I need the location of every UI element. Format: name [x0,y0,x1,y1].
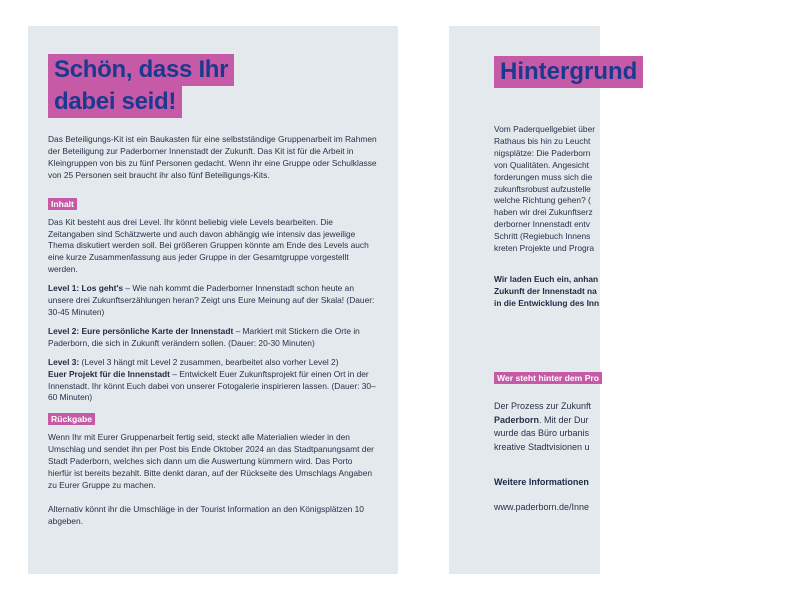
inhalt-heading: Inhalt [48,198,77,210]
intro-paragraph: Das Beteiligungs-Kit ist ein Baukasten für eine selbstständige Gruppenarbeit im Rahmen der Beteiligung zur Paderborner Innenstadt der Zukunft. Das Kit ist für die Arbeit in Kleingruppen von bis zu fünf Personen gedacht. Wenn ihr eine Gruppe oder Schulklasse von 25 Personen seit braucht ihr also fünf Beteiligungs-Kits. [48,134,377,180]
right-line: nigsplätze: Die Paderborn [494,147,591,158]
right-line: von Qualitäten. Angesicht [494,159,589,170]
rueckgabe-paragraph: Wenn Ihr mit Eurer Gruppenarbeit fertig seid, steckt alle Materialien wieder in den Umschlag und sendet ihn per Post bis Ende Oktober 2024 an das Stadtpanungsamt der Stadt Paderborn, welches sich dann um die Auswertung kümmern wird. Das Porto hierfür ist bereits bezahlt. Bitte denkt daran, auf der Rückseite des Umschlags Angaben zu Eurer Gruppe zu machen. [48,432,374,490]
who-heading: Wer steht hinter dem Pro [494,372,602,384]
who-line [494,414,794,428]
right-line: Vom Paderquellgebiet über [494,124,596,134]
more-info-label: Weitere Informationen [494,477,589,487]
who-line: kreative Stadtvisionen u [494,441,590,452]
title-line-2: dabei seid! [48,86,182,118]
level-3-label: Level 3: [48,356,80,367]
level-1-label: Level 1: Los geht's [48,283,124,294]
more-info-link[interactable]: www.paderborn.de/Inne [494,502,590,512]
page-title [48,54,234,118]
who-rest: . Mit der Dur [539,414,589,425]
right-page [449,26,638,574]
left-content [48,134,378,535]
right-page-title: Hintergrund [494,56,643,88]
level-2-text: – Markiert mit Stickern die Orte in Paderborn, die sich in Zukunft verändern sollen. (Dauer: 20-30 Minuten) [48,325,360,348]
level-3-paragraph [48,357,378,405]
who-paragraph [494,400,794,454]
who-line: Der Prozess zur Zukunft [494,401,592,411]
right-bold-line: in die Entwicklung des Inn [494,297,600,308]
level-3-text-a: (Level 3 hängt mit Level 2 zusammen, bearbeitet also vorher Level 2) [79,356,339,367]
right-bold-line: Wir laden Euch ein, anhan [494,274,599,284]
right-line: Rathaus bis hin zu Leucht [494,135,591,146]
right-line: Schritt (Regiebuch Innens [494,231,591,242]
right-line: derborner Innenstadt entv [494,219,590,230]
alternativ-paragraph: Alternativ könnt ihr die Umschläge in der Tourist Information an den Königsplätzen 10 abgeben. [48,503,364,526]
level-2-label: Level 2: Eure persönliche Karte der Innenstadt [48,325,234,336]
level-2-paragraph [48,326,378,350]
left-page [28,26,398,574]
level-3-text-b: – Entwickelt Euer Zukunftsprojekt für einen Ort in der Innenstadt. Ihr könnt Euch dabei von unserer Fotogalerie inspirieren lassen. (Dauer: 30–60 Minuten) [48,368,376,403]
level-3-project-label: Euer Projekt für die Innenstadt [48,368,170,379]
right-line: forderungen muss sich die [494,171,593,182]
level-1-paragraph [48,283,378,319]
right-line: welche Richtung gehen? ( [494,195,591,206]
who-line: wurde das Büro urbanis [494,428,590,438]
who-bold: Paderborn [494,414,540,425]
right-invitation [494,274,794,310]
inhalt-paragraph: Das Kit besteht aus drei Level. Ihr könnt beliebig viele Levels bearbeiten. Die Zeitangaben sind Schätzwerte und auch davon abhängig wie intensiv das jeweilige Thema diskutiert werden soll. Bei größeren Gruppen könnte am Ende des Levels auch eine kurze Zusammenfassung aus jeder Gruppe in der Gesamtgruppe vorgestellt werden. [48,216,369,275]
right-intro [494,124,794,255]
right-bold-line: Zukunft der Innenstadt na [494,285,597,296]
right-line: kreten Projekte und Progra [494,243,595,254]
right-line: zukunftsrobust aufzustelle [494,183,591,194]
title-line-1: Schön, dass Ihr [48,54,234,86]
right-line: haben wir drei Zukunftserz [494,207,593,218]
level-1-text: – Wie nah kommt die Paderborner Innenstadt schon heute an unsere drei Zukunftserzählungen heran? Zeigt uns Eure Meinung auf der Skala! (Dauer: 30-45 Minuten) [48,283,375,317]
rueckgabe-heading: Rückgabe [48,413,95,425]
